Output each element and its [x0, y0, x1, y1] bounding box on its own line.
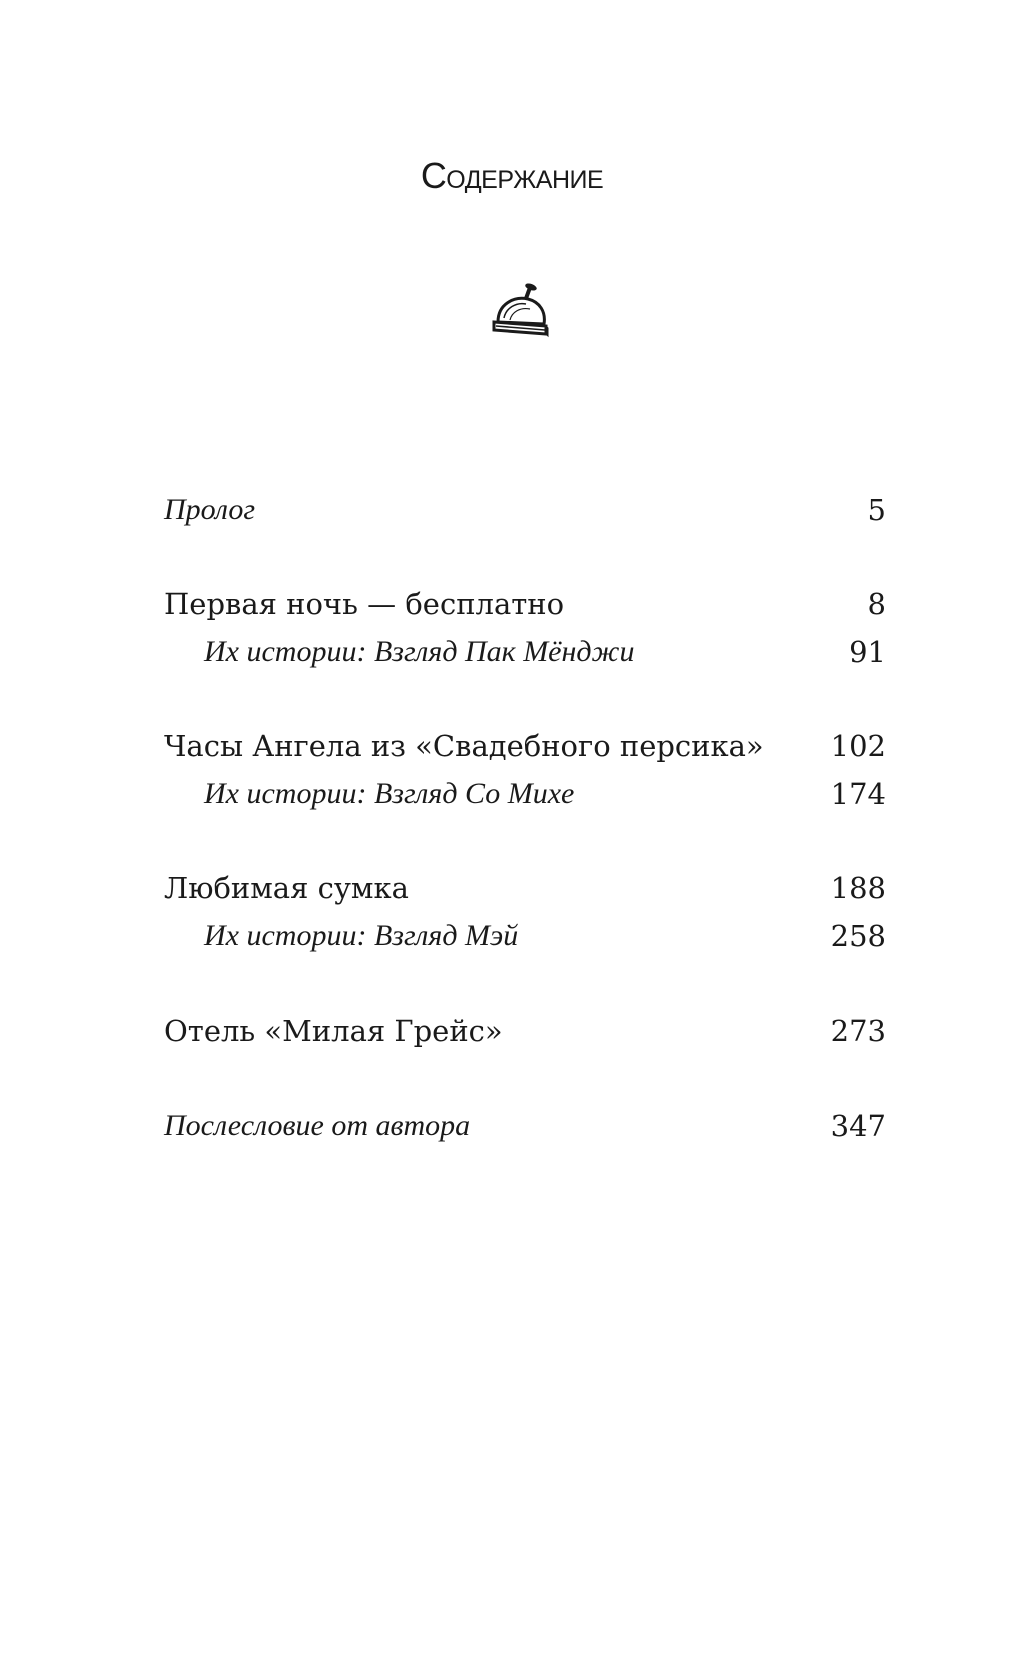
toc-entry-page: 273 — [830, 1014, 886, 1048]
toc-entry-label: Любимая сумка — [164, 871, 409, 905]
toc-entry-chapter-3[interactable] — [164, 868, 886, 908]
toc-entry-chapter-2-sub[interactable] — [164, 774, 886, 814]
toc-entry-chapter-2[interactable] — [164, 726, 886, 766]
toc-entry-page: 5 — [867, 493, 886, 527]
toc-entry-page: 174 — [830, 777, 886, 811]
toc-entry-label: Послесловие от автора — [164, 1109, 471, 1142]
toc-entry-chapter-1[interactable] — [164, 584, 886, 624]
toc-entry-page: 91 — [849, 635, 886, 669]
toc-entry-label: Их истории: Взгляд Мэй — [204, 919, 519, 952]
toc-entry-page: 188 — [830, 871, 886, 905]
toc-entry-label: Отель «Милая Грейс» — [164, 1014, 503, 1048]
toc-entry-chapter-4[interactable] — [164, 1011, 886, 1051]
toc-entry-chapter-1-sub[interactable] — [164, 632, 886, 672]
toc-entry-page: 347 — [830, 1109, 886, 1143]
toc-entry-label: Их истории: Взгляд Пак Мёнджи — [204, 635, 635, 668]
toc-entry-label: Их истории: Взгляд Со Михе — [204, 777, 575, 810]
toc-entry-afterword[interactable] — [164, 1106, 886, 1146]
toc-entry-page: 102 — [830, 729, 886, 763]
service-bell-icon — [490, 274, 550, 344]
toc-entry-label: Пролог — [164, 493, 256, 526]
toc-entry-page: 8 — [867, 587, 886, 621]
toc-entry-page: 258 — [830, 919, 886, 953]
toc-entry-label: Часы Ангела из «Свадебного персика» — [164, 729, 764, 763]
toc-entry-chapter-3-sub[interactable] — [164, 916, 886, 956]
toc-entry-prologue[interactable] — [164, 490, 886, 530]
page-title: Содержание — [420, 155, 604, 196]
toc-entry-label: Первая ночь — бесплатно — [164, 587, 565, 621]
